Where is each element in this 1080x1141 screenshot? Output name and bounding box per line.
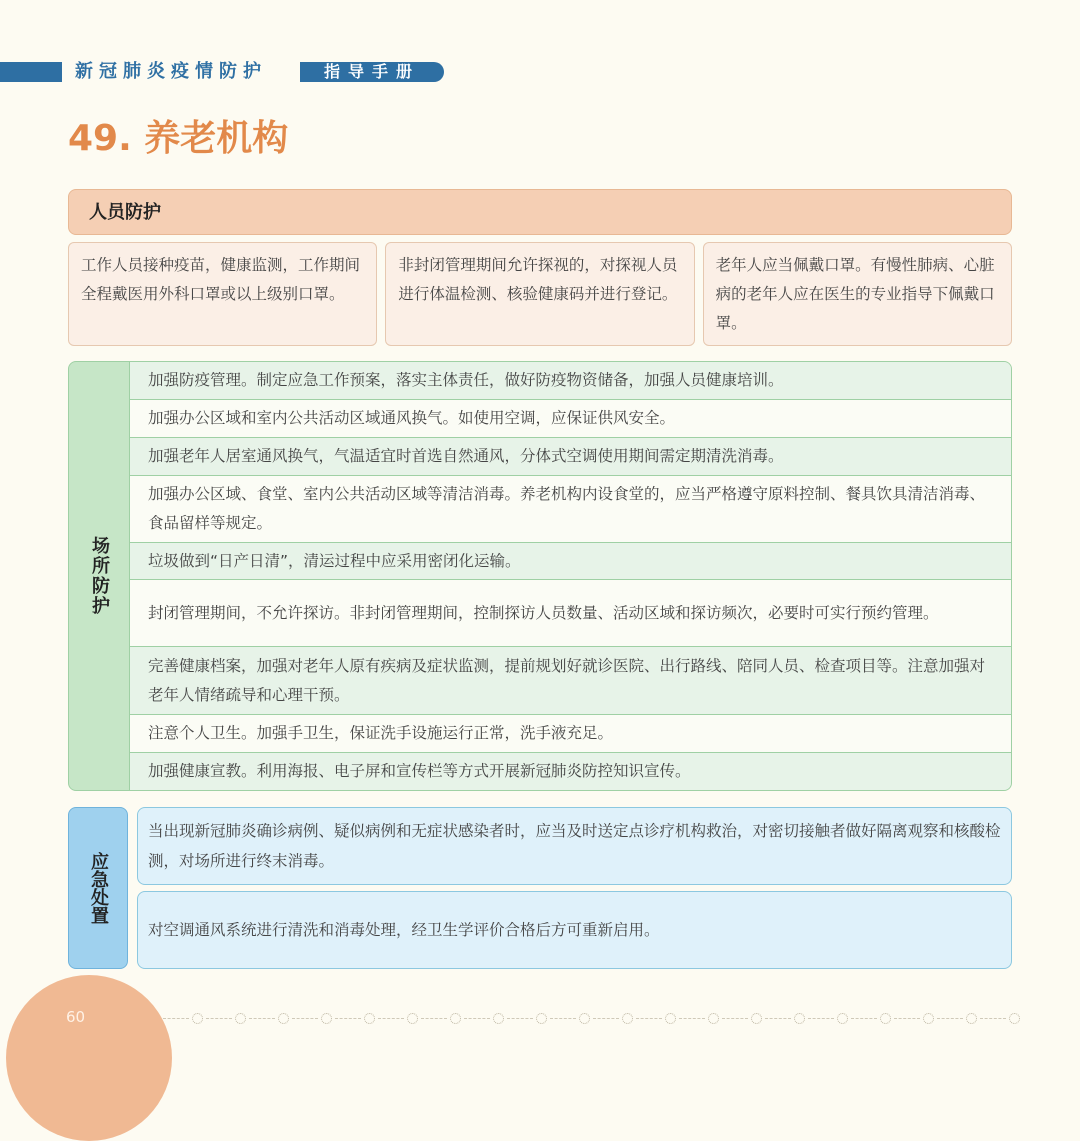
- page-number: 60: [66, 1008, 86, 1026]
- personal-protection-card: 工作人员接种疫苗，健康监测，工作期间全程戴医用外科口罩或以上级别口罩。: [68, 242, 377, 346]
- list-item: 完善健康档案，加强对老年人原有疾病及症状监测，提前规划好就诊医院、出行路线、陪同人员、检查项目等。注意加强对老年人情绪疏导和心理干预。: [130, 647, 1011, 715]
- dotted-circle-icon: [493, 1013, 504, 1024]
- dotted-circle-icon: [880, 1013, 891, 1024]
- emergency-label: [68, 807, 128, 969]
- list-item: 加强防疫管理。制定应急工作预案，落实主体责任，做好防疫物资储备，加强人员健康培训。: [130, 362, 1011, 400]
- dotted-circle-icon: [751, 1013, 762, 1024]
- emergency-label-text: 应急处置: [88, 852, 109, 924]
- dotted-circle-icon: [622, 1013, 633, 1024]
- list-item: 加强老年人居室通风换气，气温适宜时首选自然通风，分体式空调使用期间需定期清洗消毒。: [130, 438, 1011, 476]
- dotted-circle-icon: [923, 1013, 934, 1024]
- emergency-item: 对空调通风系统进行清洗和消毒处理，经卫生学评价合格后方可重新启用。: [137, 891, 1012, 969]
- dotted-circle-icon: [966, 1013, 977, 1024]
- site-protection-label-text: 场所防护: [89, 536, 110, 616]
- personal-protection-card: 老年人应当佩戴口罩。有慢性肺病、心脏病的老年人应在医生的专业指导下佩戴口罩。: [703, 242, 1012, 346]
- dotted-circle-icon: [837, 1013, 848, 1024]
- list-item: 垃圾做到“日产日清”，清运过程中应采用密闭化运输。: [130, 543, 1011, 580]
- list-item: 加强健康宣教。利用海报、电子屏和宣传栏等方式开展新冠肺炎防控知识宣传。: [130, 753, 1011, 790]
- list-item: 封闭管理期间，不允许探访。非封闭管理期间，控制探访人员数量、活动区域和探访频次，必要时可实行预约管理。: [130, 580, 1011, 647]
- personal-protection-heading-label: 人员防护: [89, 202, 161, 223]
- decorative-dotted-line: [160, 1010, 1020, 1026]
- list-item: 注意个人卫生。加强手卫生，保证洗手设施运行正常，洗手液充足。: [130, 715, 1011, 753]
- dotted-circle-icon: [579, 1013, 590, 1024]
- personal-protection-card: 非封闭管理期间允许探视的，对探视人员进行体温检测、核验健康码并进行登记。: [385, 242, 694, 346]
- dotted-circle-icon: [536, 1013, 547, 1024]
- dotted-circle-icon: [278, 1013, 289, 1024]
- dotted-circle-icon: [450, 1013, 461, 1024]
- dotted-circle-icon: [192, 1013, 203, 1024]
- header-accent-bar: [0, 62, 62, 82]
- header-title: 新冠肺炎疫情防护: [75, 61, 267, 82]
- dotted-circle-icon: [364, 1013, 375, 1024]
- dotted-circle-icon: [1009, 1013, 1020, 1024]
- page-number-badge: [6, 975, 172, 1141]
- personal-protection-heading: [68, 189, 1012, 235]
- site-protection-rows: [129, 362, 1011, 790]
- personal-protection-cards: [68, 242, 1012, 346]
- dotted-circle-icon: [321, 1013, 332, 1024]
- dotted-circle-icon: [794, 1013, 805, 1024]
- page-title: 49. 养老机构: [68, 118, 289, 159]
- list-item: 加强办公区域、食堂、室内公共活动区域等清洁消毒。养老机构内设食堂的，应当严格遵守原料控制、餐具饮具清洁消毒、食品留样等规定。: [130, 476, 1011, 543]
- list-item: 加强办公区域和室内公共活动区域通风换气。如使用空调，应保证供风安全。: [130, 400, 1011, 438]
- site-protection-section: [68, 361, 1012, 791]
- dotted-circle-icon: [407, 1013, 418, 1024]
- dotted-circle-icon: [665, 1013, 676, 1024]
- dotted-circle-icon: [708, 1013, 719, 1024]
- emergency-item: 当出现新冠肺炎确诊病例、疑似病例和无症状感染者时，应当及时送定点诊疗机构救治，对密切接触者做好隔离观察和核酸检测，对场所进行终末消毒。: [137, 807, 1012, 885]
- dotted-circle-icon: [235, 1013, 246, 1024]
- site-protection-label: [69, 362, 129, 790]
- header-pill: 指导手册: [300, 62, 444, 82]
